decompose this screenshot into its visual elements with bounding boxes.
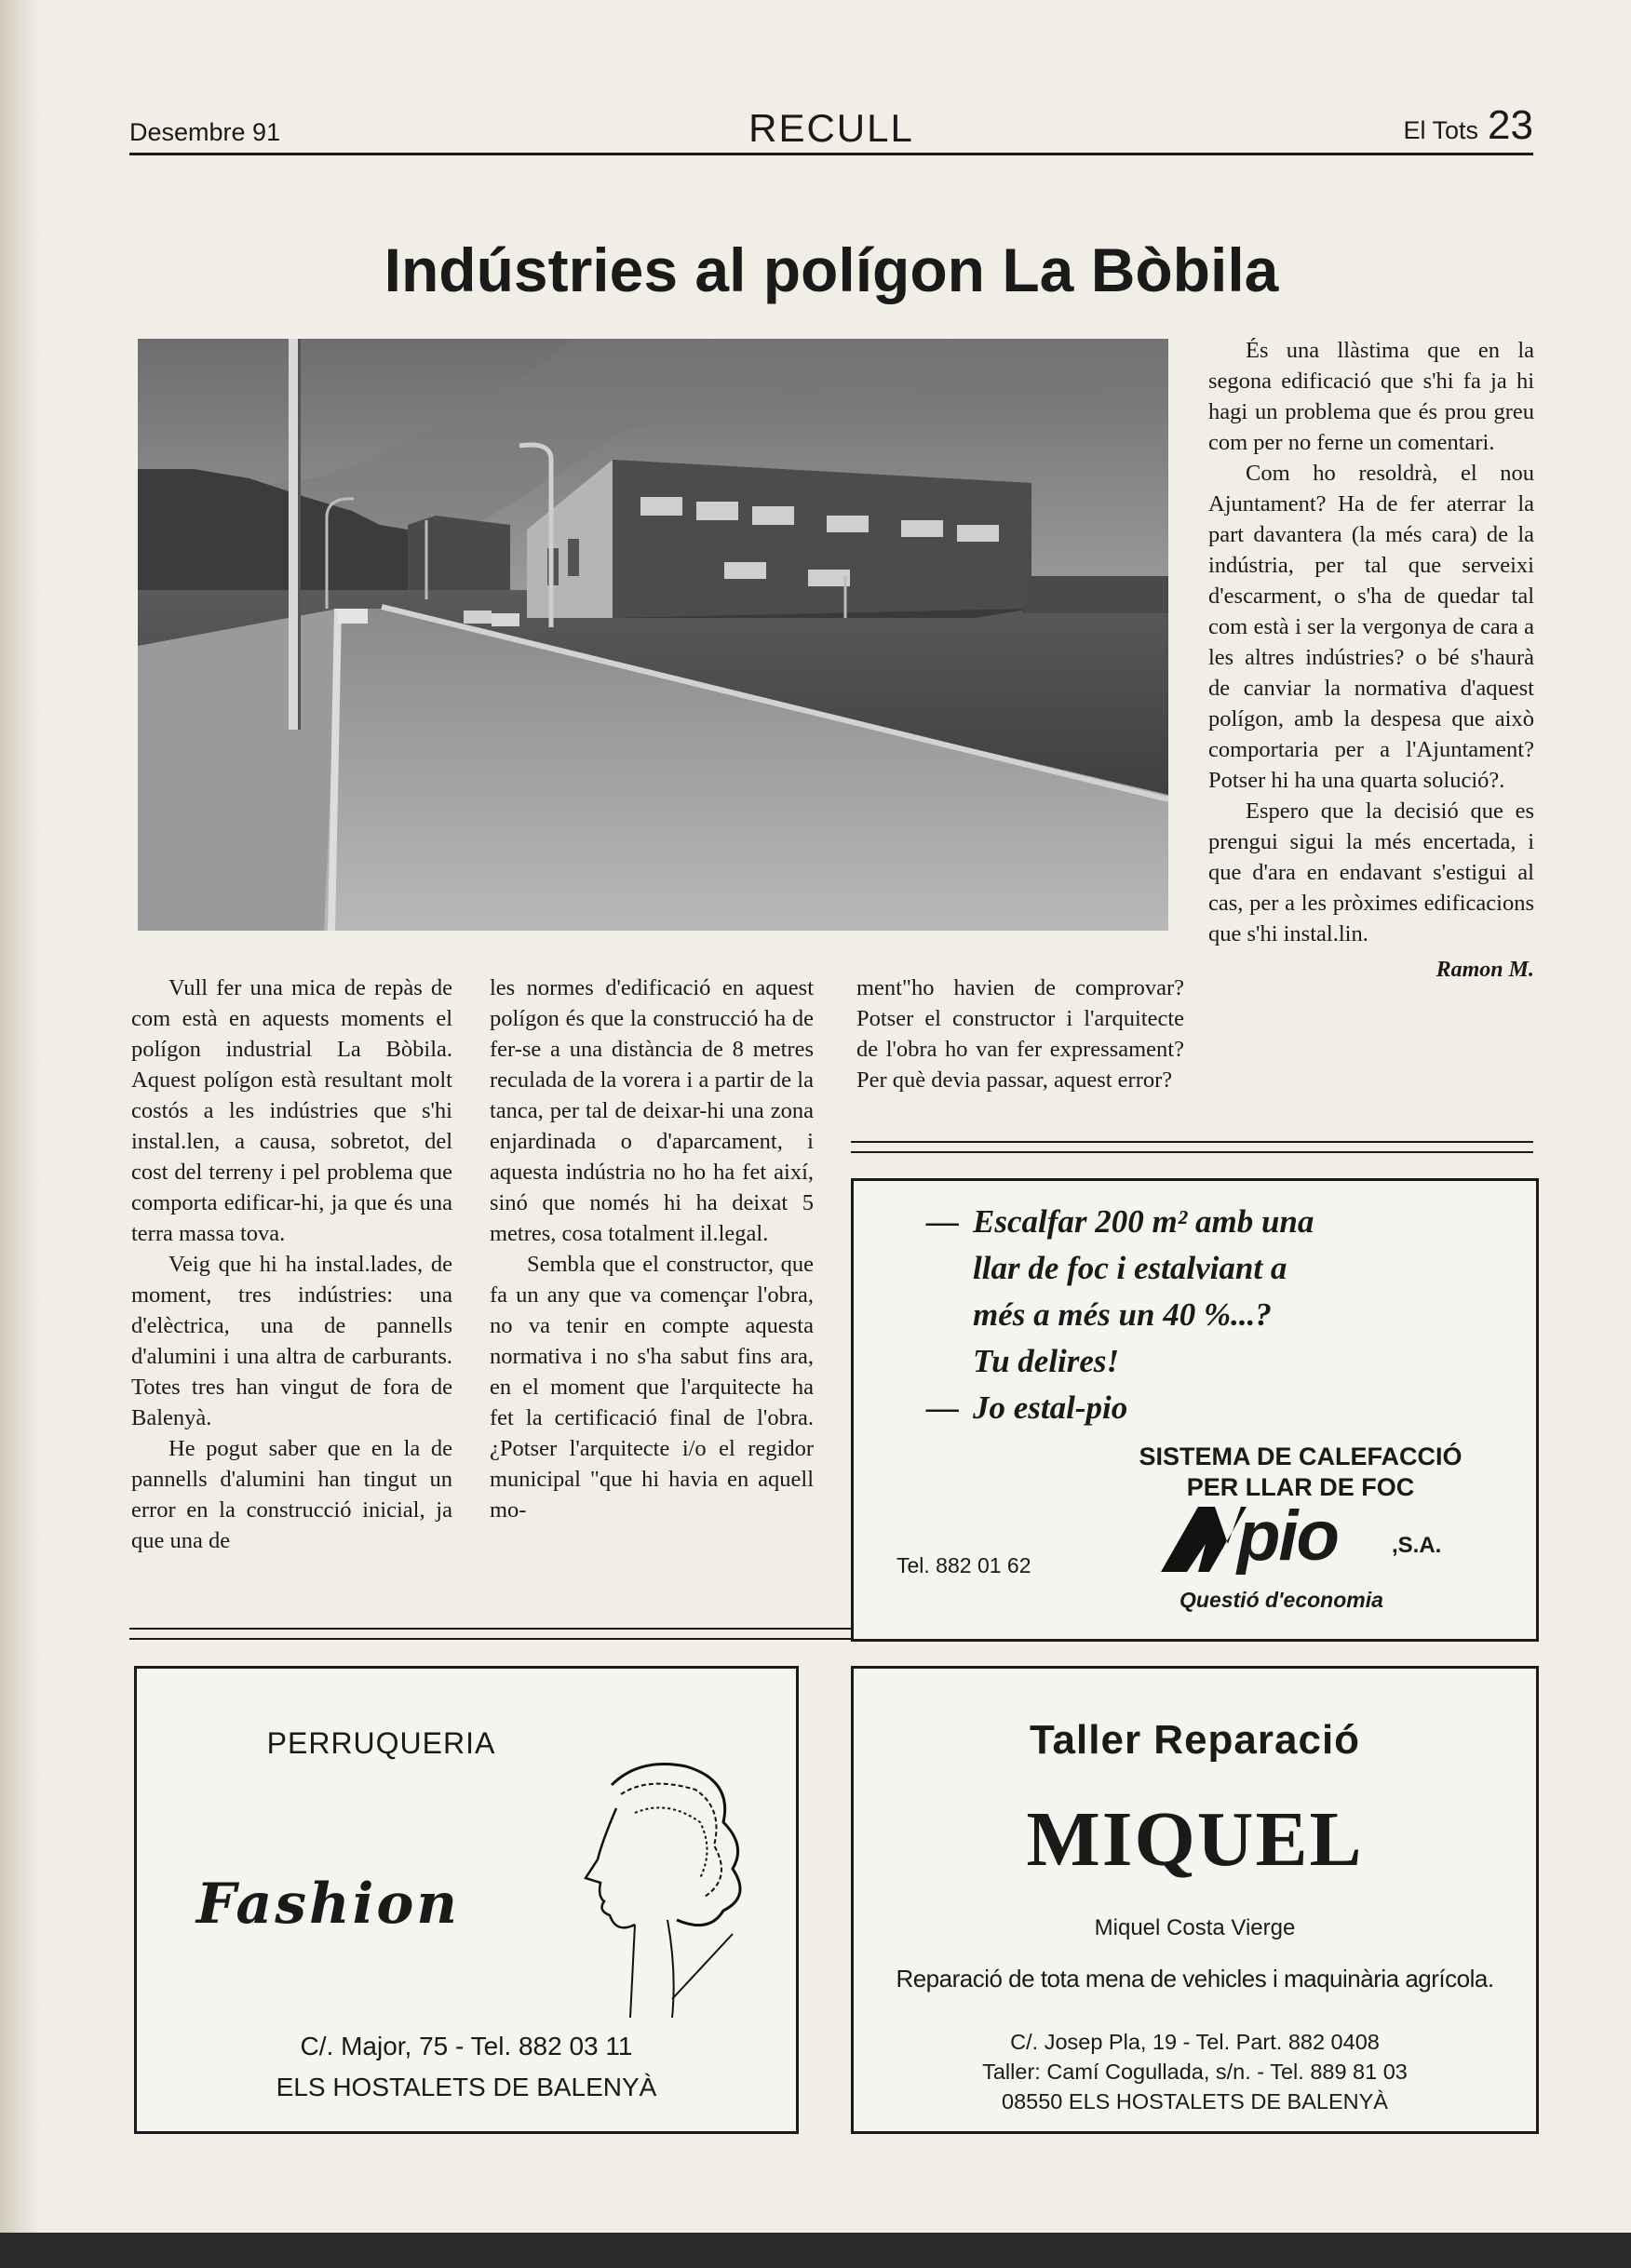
paragraph: Veig que hi ha instal.lades, de moment, tres indústries: una d'elèctrica, una de pannells d'alumini i una altra de carburants. Totes tres han vingut de fora de Balenyà.: [131, 1252, 452, 1430]
paragraph: les normes d'edificació en aquest polígon és que la construcció ha de fer-se a una distància de 8 metres reculada de la vorera i a partir de la tanca, per tal de deixar-hi una zona enjardinada o d'aparcament, i aquesta indústria no ho ha fet així, sinó que només hi ha deixat 5 metres, cosa totalment il.legal.: [490, 975, 814, 1246]
paragraph: Com ho resoldrà, el nou Ajuntament? Ha de fer aterrar la part davantera (la més cara) de la indústria, per tal que serveixi d'escarment, o s'ha de quedar tal com està i ser la vergonya de cara a les altres indústries? o bé s'haurà de canviar la normativa d'aquest polígon, amb la despesa que això comportaria per a l'Ajuntament? Potser hi ha una quarta solució?.: [1208, 461, 1534, 793]
workshop-type: Taller Reparació: [1029, 1717, 1361, 1763]
paragraph: És una llàstima que en la segona edificació que s'hi fa ja hi hagi un problema que és prou greu com per no ferne un comentari.: [1208, 338, 1534, 455]
paragraph: Vull fer una mica de repàs de com està en aquests moments el polígon industrial La Bòbila. Aquest polígon està resultant molt costós a les indústries que s'hi instal.len, a causa, sobretot, del cost del terreny i pel problema que comporta edificar-hi, ja que és una terra massa tova.: [131, 975, 452, 1246]
paragraph: ment"ho havien de comprovar? Potser el constructor i l'arquitecte de l'obra ho van fer expressament? Per què devia passar, aquest error?: [856, 975, 1184, 1093]
workshop-owner: Miquel Costa Vierge: [1094, 1915, 1296, 1940]
pio-logo-suffix: ,S.A.: [1392, 1533, 1442, 1558]
article-column-4: [1208, 335, 1534, 986]
page-binding-shadow: [0, 0, 41, 2268]
divider-rule: [851, 1141, 1533, 1153]
article-author: Ramon M.: [1436, 958, 1534, 982]
section-name: RECULL: [748, 106, 914, 150]
woman-profile-illustration-icon: [546, 1757, 761, 2036]
pio-logo: pio: [1237, 1496, 1338, 1576]
miquel-workshop-advertisement: [851, 1666, 1539, 2134]
ad-line: — Escalfar 200 m² amb una: [926, 1203, 1314, 1240]
pio-tagline: Questió d'economia: [1179, 1588, 1383, 1612]
ad-line: — Jo estal-pio: [926, 1389, 1128, 1426]
shop-town: ELS HOSTALETS DE BALENYÀ: [276, 2073, 657, 2101]
ad-line: Tu delires!: [973, 1343, 1120, 1379]
magazine-name: El Tots: [1403, 116, 1479, 144]
workshop-address: 08550 ELS HOSTALETS DE BALENYÀ: [1002, 2089, 1388, 2114]
paragraph: He pogut saber que en la de pannells d'alumini han tingut un error en la construcció inicial, ja que una de: [131, 1436, 452, 1553]
workshop-address: Taller: Camí Cogullada, s/n. - Tel. 889 81 03: [982, 2060, 1408, 2084]
issue-date: Desembre 91: [129, 118, 281, 146]
page-number: 23: [1488, 102, 1533, 148]
workshop-name: MIQUEL: [1026, 1796, 1364, 1883]
shop-type: PERRUQUERIA: [266, 1726, 496, 1760]
page-header: [129, 104, 1533, 155]
heating-system-label: SISTEMA DE CALEFACCIÓ PER LLAR DE FOC: [1139, 1443, 1463, 1501]
industrial-estate-photo: [138, 339, 1168, 931]
fashion-advertisement: [134, 1666, 799, 2134]
ad-line: més a més un 40 %...?: [973, 1296, 1272, 1333]
article-column-1: [131, 973, 452, 1556]
shop-address: C/. Major, 75 - Tel. 882 03 11: [300, 2032, 633, 2060]
phone-number: Tel. 882 01 62: [896, 1553, 1031, 1577]
article-title: Indústries al polígon La Bòbila: [384, 235, 1279, 304]
article-column-3: [856, 973, 1184, 1095]
article-column-2: [490, 973, 814, 1525]
paragraph: Espero que la decisió que es prengui sigui la més encertada, i que d'ara en endavant s'estigui al cas, per a les pròximes edificacions que s'hi instal.lin.: [1208, 798, 1534, 946]
workshop-address: C/. Josep Pla, 19 - Tel. Part. 882 0408: [1010, 2030, 1380, 2054]
pio-advertisement: [851, 1178, 1539, 1642]
shop-name: Fashion: [196, 1872, 461, 1937]
workshop-description: Reparació de tota mena de vehicles i maquinària agrícola.: [896, 1965, 1494, 1993]
ad-line: llar de foc i estalviant a: [973, 1250, 1287, 1286]
page-edge: [0, 2233, 1631, 2268]
header-right: [1404, 102, 1534, 149]
paragraph: Sembla que el constructor, que fa un any que va començar l'obra, no va tenir en compte aquesta normativa i no s'ha sabut fins ara, en el moment que l'arquitecte ha fet la certificació final de l'obra. ¿Potser l'arquitecte i/o el regidor municipal "que hi havia en aquell mo-: [490, 1252, 814, 1523]
